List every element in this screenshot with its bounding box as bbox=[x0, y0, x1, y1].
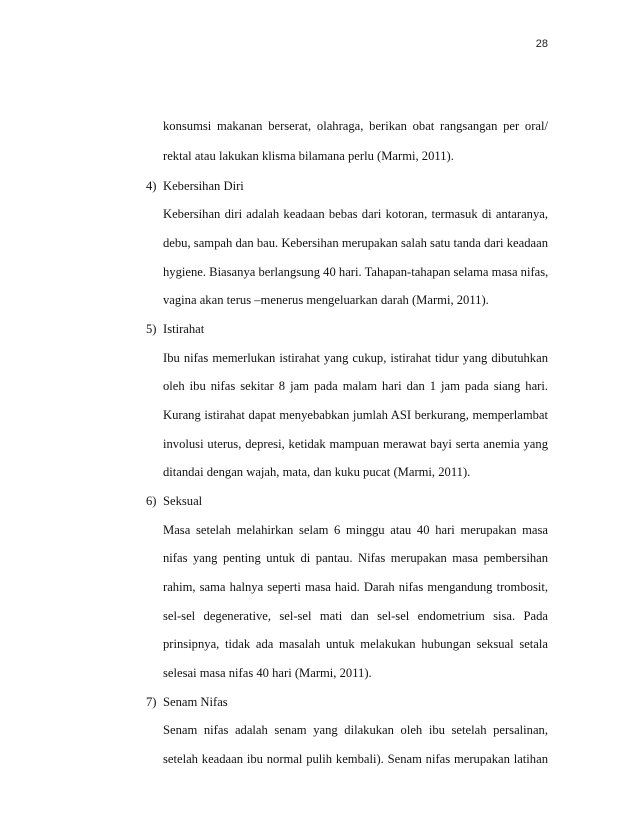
section-number: 5) bbox=[146, 322, 157, 336]
section-heading: Seksual bbox=[163, 494, 203, 508]
paragraph-line: Kurang istirahat dapat menyebabkan jumlah ASI berkurang, memperlambat bbox=[163, 408, 548, 422]
paragraph-line: rahim, sama halnya seperti masa haid. Darah nifas mengandung trombosit, bbox=[163, 580, 548, 594]
paragraph-line: konsumsi makanan berserat, olahraga, berikan obat rangsangan per oral/ bbox=[163, 119, 548, 133]
paragraph-line: Senam nifas adalah senam yang dilakukan oleh ibu setelah persalinan, bbox=[163, 723, 548, 737]
paragraph-line: debu, sampah dan bau. Kebersihan merupakan salah satu tanda dari keadaan bbox=[163, 236, 548, 250]
paragraph-line: hygiene. Biasanya berlangsung 40 hari. Tahapan-tahapan selama masa nifas, bbox=[163, 265, 549, 279]
section-heading: Kebersihan Diri bbox=[163, 179, 244, 193]
page-number: 28 bbox=[535, 38, 548, 50]
paragraph-line: involusi uterus, depresi, ketidak mampuan merawat bayi serta anemia yang bbox=[163, 437, 548, 451]
paragraph-line: sel-sel degenerative, sel-sel mati dan sel-sel endometrium sisa. Pada bbox=[163, 609, 548, 623]
paragraph-line: ditandai dengan wajah, mata, dan kuku pucat (Marmi, 2011). bbox=[163, 465, 471, 479]
paragraph-line: selesai masa nifas 40 hari (Marmi, 2011). bbox=[163, 666, 372, 680]
paragraph-line: oleh ibu nifas sekitar 8 jam pada malam hari dan 1 jam pada siang hari. bbox=[163, 379, 548, 393]
paragraph-line: vagina akan terus –menerus mengeluarkan darah (Marmi, 2011). bbox=[163, 293, 489, 307]
section-heading: Istirahat bbox=[163, 322, 205, 336]
paragraph-line: Kebersihan diri adalah keadaan bebas dari kotoran, termasuk di antaranya, bbox=[163, 207, 548, 221]
section-number: 4) bbox=[146, 179, 157, 193]
paragraph-line: rektal atau lakukan klisma bilamana perlu (Marmi, 2011). bbox=[163, 149, 454, 163]
section-number: 7) bbox=[146, 695, 157, 709]
paragraph-line: setelah keadaan ibu normal pulih kembali). Senam nifas merupakan latihan bbox=[163, 752, 548, 766]
paragraph-line: nifas yang penting untuk di pantau. Nifas merupakan masa pembersihan bbox=[163, 551, 548, 565]
paragraph-line: Masa setelah melahirkan selam 6 minggu atau 40 hari merupakan masa bbox=[163, 523, 548, 537]
paragraph-line: prinsipnya, tidak ada masalah untuk melakukan hubungan seksual setala bbox=[163, 637, 548, 651]
paragraph-line: Ibu nifas memerlukan istirahat yang cukup, istirahat tidur yang dibutuhkan bbox=[163, 351, 548, 365]
section-heading: Senam Nifas bbox=[163, 695, 228, 709]
section-number: 6) bbox=[146, 494, 157, 508]
